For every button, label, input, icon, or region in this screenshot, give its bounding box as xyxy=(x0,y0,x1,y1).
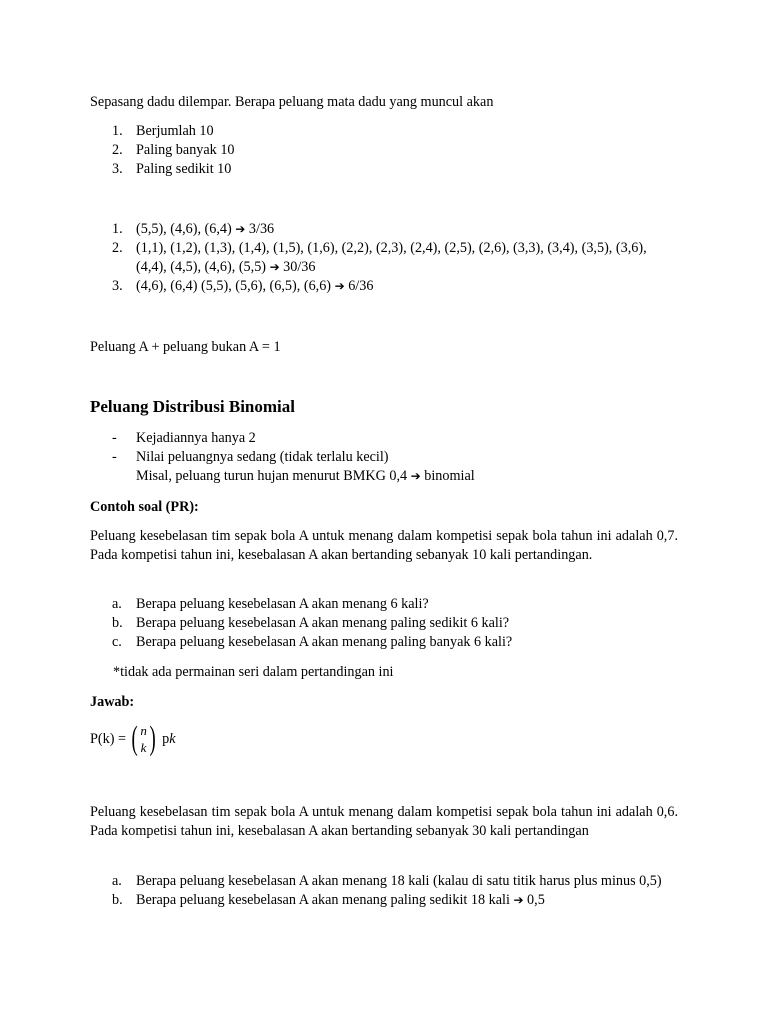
answer-result: 30/36 xyxy=(283,259,316,275)
list-item-text: Paling banyak 10 xyxy=(136,142,235,158)
list-item-text: Kejadiannya hanya 2 xyxy=(136,430,256,446)
list-marker: 2. xyxy=(112,142,123,158)
list-item xyxy=(90,122,678,141)
list-item-text: Berapa peluang kesebelasan A akan menang paling sedikit 18 kali xyxy=(136,892,510,908)
binomial-formula xyxy=(90,722,678,756)
list-item-text: Berapa peluang kesebelasan A akan menang 18 kali (kalau di satu titik harus plus minus 0,5) xyxy=(136,873,662,889)
list-item-text: (5,5), (4,6), (6,4) xyxy=(136,221,232,237)
coefficient-stack xyxy=(140,722,147,756)
list-item xyxy=(90,220,678,239)
binomial-coefficient xyxy=(129,722,158,756)
problem-1-text: Peluang kesebelasan tim sepak bola A untuk menang dalam kompetisi sepak bola tahun ini adalah 0,7. Pada kompetisi tahun ini, kesebalasan A akan bertanding sebanyak 10 kali pertandingan. xyxy=(90,528,678,563)
list-marker: - xyxy=(112,449,117,465)
list-item-text: Berapa peluang kesebelasan A akan menang paling banyak 6 kali? xyxy=(136,634,513,650)
list-item-text: Berapa peluang kesebelasan A akan menang 6 kali? xyxy=(136,596,429,612)
binomial-points-list xyxy=(90,429,678,486)
list-item xyxy=(90,633,678,652)
list-marker: c. xyxy=(112,634,122,650)
problem-2-items xyxy=(90,872,678,910)
list-marker: 1. xyxy=(112,221,123,237)
problem-2-text: Peluang kesebelasan tim sepak bola A untuk menang dalam kompetisi sepak bola tahun ini adalah 0,6. Pada kompetisi tahun ini, kesebalasan A akan bertanding sebanyak 30 kali pertandingan xyxy=(90,804,678,839)
coefficient-top: n xyxy=(140,723,147,738)
complement-rule: Peluang A + peluang bukan A = 1 xyxy=(90,339,281,355)
answer-result: 3/36 xyxy=(248,221,275,237)
formula-k: k xyxy=(169,730,176,747)
list-item-text: (4,6), (6,4) (5,5), (5,6), (6,5), (6,6) xyxy=(136,278,332,294)
list-item xyxy=(90,429,678,448)
list-item-text: Berjumlah 10 xyxy=(136,123,214,139)
list-marker: 1. xyxy=(112,123,123,139)
problem-1-items xyxy=(90,595,678,652)
answers-list xyxy=(90,220,678,296)
answer-result: 0,5 xyxy=(527,892,545,908)
left-paren: ( xyxy=(131,720,138,757)
list-item xyxy=(90,141,678,160)
problem-1-note: *tidak ada permainan seri dalam pertandingan ini xyxy=(113,664,394,680)
list-marker: b. xyxy=(112,615,123,631)
list-item-continuation xyxy=(90,467,678,486)
list-item-text: Paling sedikit 10 xyxy=(136,161,232,177)
list-marker: 3. xyxy=(112,278,123,294)
list-marker: a. xyxy=(112,596,122,612)
arrow-icon: ➔ xyxy=(235,222,246,236)
arrow-icon: ➔ xyxy=(269,260,280,274)
list-marker: b. xyxy=(112,892,123,908)
list-item xyxy=(90,239,678,277)
list-item xyxy=(90,160,678,179)
list-marker: 2. xyxy=(112,240,123,256)
list-item xyxy=(90,595,678,614)
list-item-text: Nilai peluangnya sedang (tidak terlalu kecil) xyxy=(136,449,389,465)
section-title: Peluang Distribusi Binomial xyxy=(90,397,295,416)
example-result: binomial xyxy=(424,468,475,484)
list-item xyxy=(90,614,678,633)
right-paren: ) xyxy=(149,720,156,757)
questions-list xyxy=(90,122,678,179)
list-item xyxy=(90,448,678,467)
answer-result: 6/36 xyxy=(348,278,374,294)
list-item-text: (1,1), (1,2), (1,3), (1,4), (1,5), (1,6), (2,2), (2,3), (2,4), (2,5), (2,6), (3,3), (3,4), (3,5), (3,6), (4,4), (4,5), (4,6), (5,5) xyxy=(136,240,647,275)
answer-label: Jawab: xyxy=(90,694,135,710)
arrow-icon: ➔ xyxy=(513,893,524,907)
formula-lhs: P(k) = xyxy=(90,730,126,747)
example-label: Contoh soal (PR): xyxy=(90,499,199,515)
list-item xyxy=(90,872,678,891)
list-item xyxy=(90,277,678,296)
arrow-icon: ➔ xyxy=(334,279,345,293)
list-marker: - xyxy=(112,430,117,446)
arrow-icon: ➔ xyxy=(410,469,421,483)
list-item xyxy=(90,891,678,910)
coefficient-bottom: k xyxy=(140,740,147,755)
list-marker: 3. xyxy=(112,161,123,177)
list-marker: a. xyxy=(112,873,122,889)
example-text: Misal, peluang turun hujan menurut BMKG 0,4 xyxy=(136,468,408,484)
list-item-text: Berapa peluang kesebelasan A akan menang paling sedikit 6 kali? xyxy=(136,615,510,631)
intro-text: Sepasang dadu dilempar. Berapa peluang mata dadu yang muncul akan xyxy=(90,94,494,110)
formula-p: p xyxy=(162,730,170,747)
